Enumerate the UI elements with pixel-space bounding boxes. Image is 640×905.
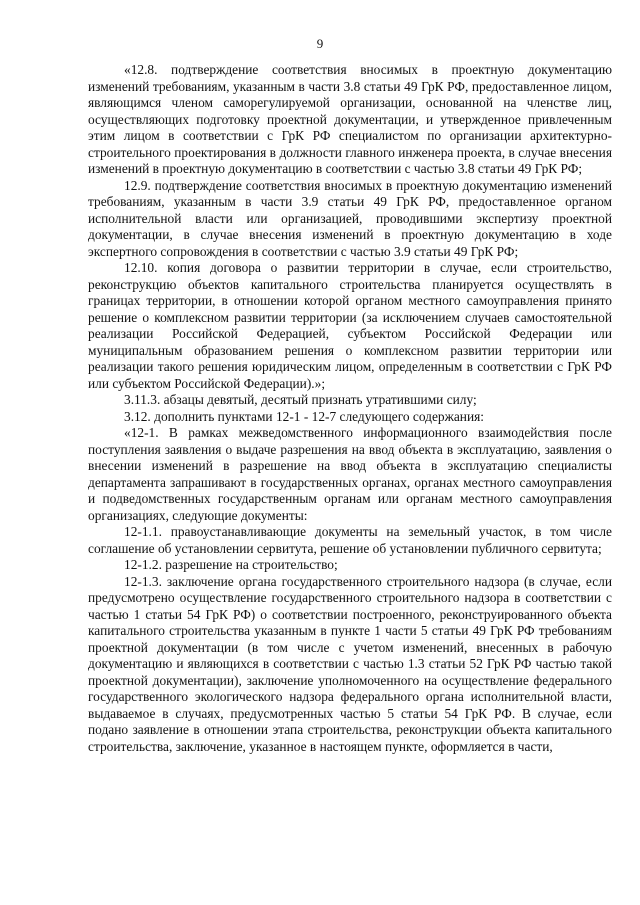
paragraph-12-8: «12.8. подтверждение соответствия вносимых в проектную документацию изменений требованиям, указанным в части 3.8 статьи 49 ГрК РФ, предоставленное лицом, являющимся членом саморегулируемой организации, основанной на членстве лиц, осуществляющих подготовку проектной документации, и утвержденное привлеченным этим лицом в соответствии с ГрК РФ специалистом по организации архитектурно-строительного проектирования в должности главного инженера проекта, в случае внесения изменений в проектную документацию в соответствии с частью 3.8 статьи 49 ГрК РФ; [88,62,612,176]
paragraph-12-1-2: 12-1.2. разрешение на строительство; [124,557,338,572]
paragraph-3-11-3: 3.11.3. абзацы девятый, десятый признать утратившими силу; [124,392,477,407]
paragraph-12-1: «12-1. В рамках межведомственного информационного взаимодействия после поступления заявления о выдаче разрешения на ввод объекта в эксплуатацию, заявления о внесении изменений в разрешение на ввод объекта в эксплуатацию специалисты департамента запрашивают в государственных органах, органах местного самоуправления и подведомственных государственным органам или органам местного самоуправления организациях, следующие документы: [88,425,612,523]
document-body [88,62,612,755]
paragraph-12-9: 12.9. подтверждение соответствия вносимых в проектную документацию изменений требованиям, указанным в части 3.9 статьи 49 ГрК РФ, предоставленное органом исполнительной власти или организацией, проводившими экспертизу проектной документации, в случае внесения изменений в проектную документацию в ходе экспертного сопровождения в соответствии с частью 3.9 статьи 49 ГрК РФ; [88,177,612,259]
paragraph-12-1-3: 12-1.3. заключение органа государственного строительного надзора (в случае, если предусмотрено осуществление государственного строительного надзора в соответствии с частью 1 статьи 54 ГрК РФ) о соответствии построенного, реконструированного объекта капитального строительства указанным в пункте 1 части 5 статьи 49 ГрК РФ требованиям проектной документации (в том числе с учетом изменений, внесенных в рабочую документацию и являющихся в соответствии с частью 1.3 статьи 52 ГрК РФ частью такой проектной документации), заключение уполномоченного на осуществление федерального государственного экологического надзора федерального органа исполнительной власти, выдаваемое в случаях, предусмотренных частью 5 статьи 54 ГрК РФ. В случае, если подано заявление в отношении этапа строительства, реконструкции объекта капитального строительства, заключение, указанное в настоящем пункте, оформляется в части, [88,573,612,754]
paragraph-12-1-1: 12-1.1. правоустанавливающие документы на земельный участок, в том числе соглашение об установлении сервитута, решение об установлении публичного сервитута; [88,524,612,556]
paragraph-12-10: 12.10. копия договора о развитии территории в случае, если строительство, реконструкцию объектов капитального строительства планируется осуществлять в границах территории, в отношении которой органом местного самоуправления принято решение о комплексном развитии территории (за исключением случаев самостоятельной реализации Российской Федерацией, субъектом Российской Федерации или муниципальным образованием решения о комплексном развитии территории или реализации такого решения юридическим лицом, определенным в соответствии с ГрК РФ или субъектом Российской Федерации).»; [88,260,612,391]
page-number: 9 [316,36,324,51]
paragraph-3-12: 3.12. дополнить пунктами 12-1 - 12-7 следующего содержания: [124,408,485,424]
